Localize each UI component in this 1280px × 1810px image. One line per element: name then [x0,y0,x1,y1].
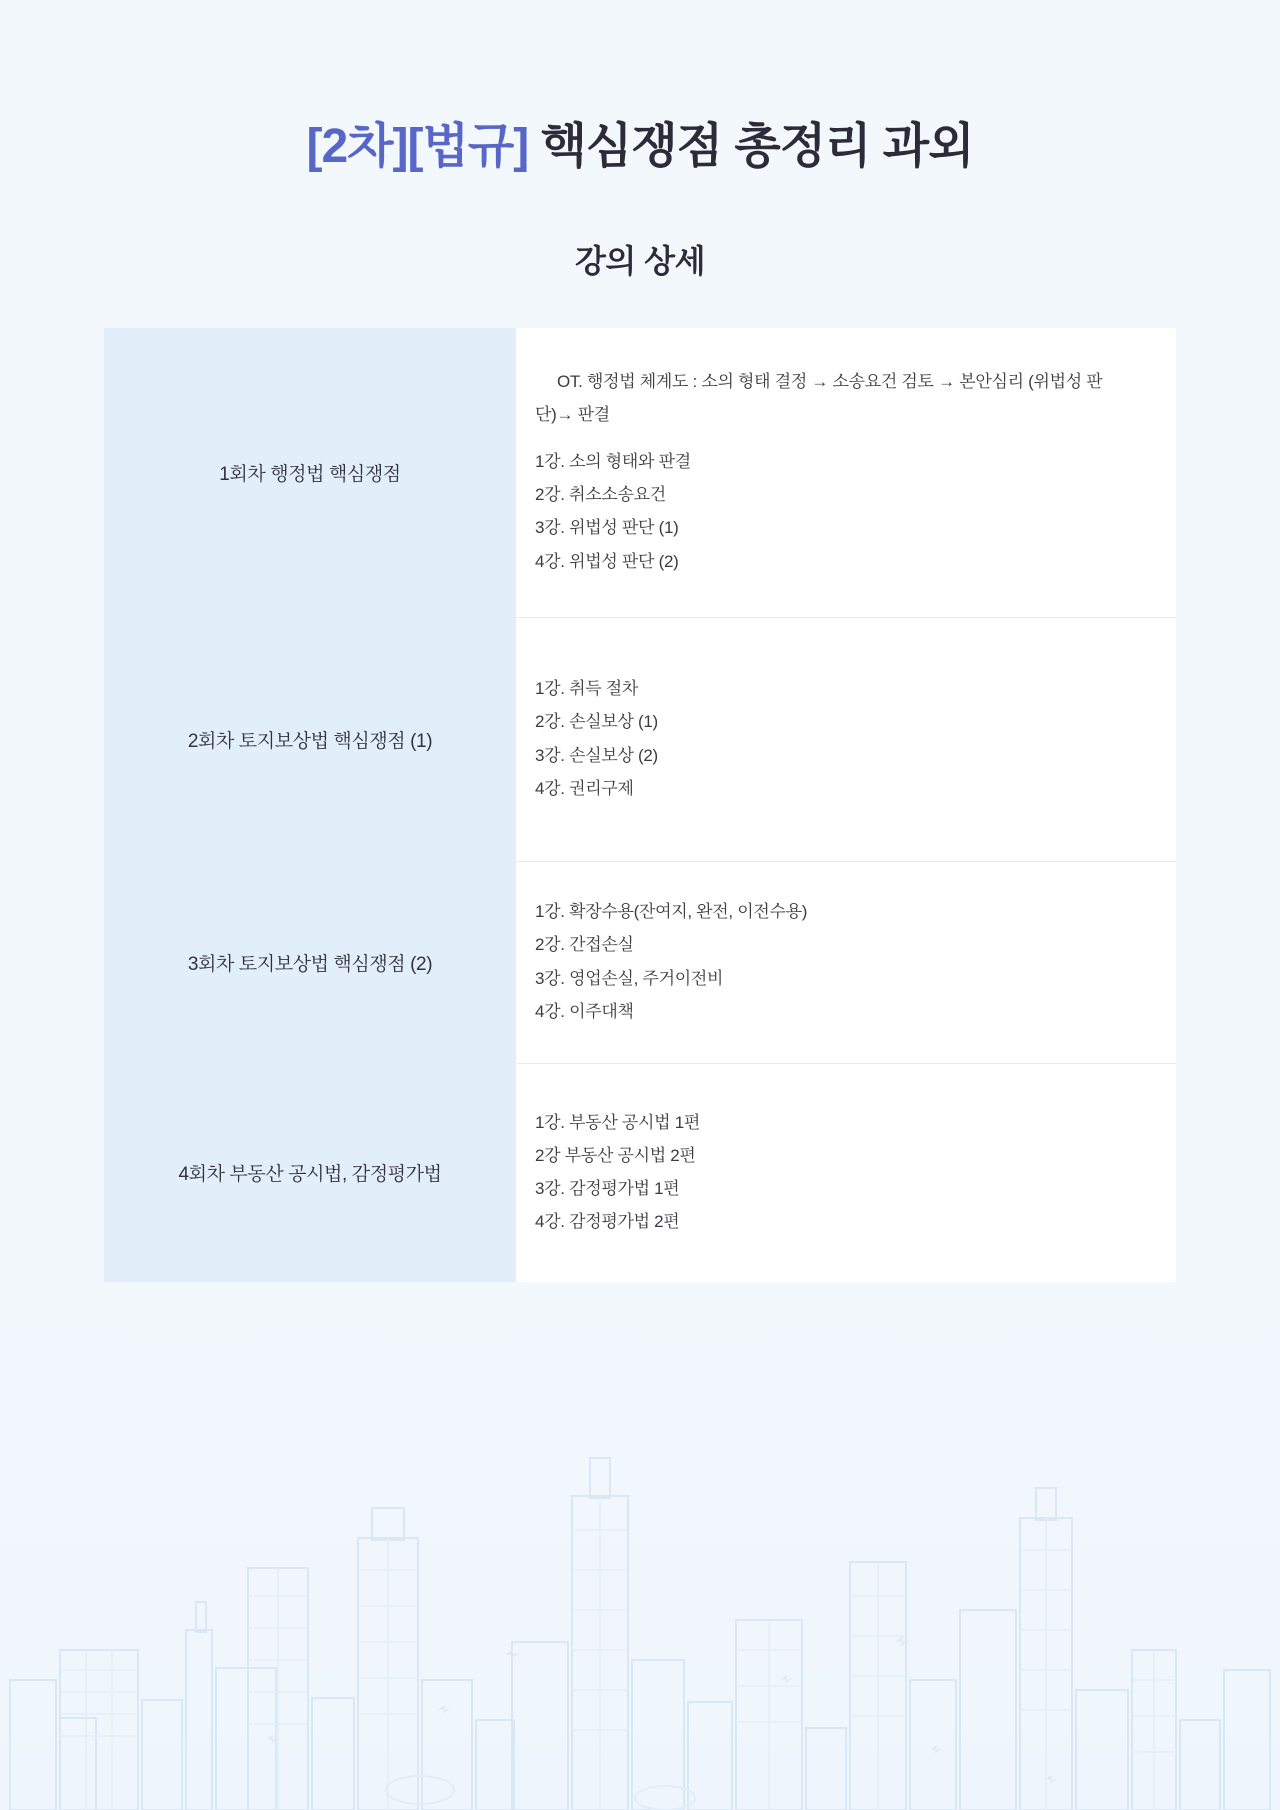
list-item: 1강. 확장수용(잔여지, 완전, 이전수용) [535,902,808,922]
list-item: 2강. 손실보상 (1) [535,712,658,732]
orientation-line: OT. 행정법 체계도 : 소의 형태 결정 → 소송요건 검토 → 본안심리 (위법성 판단)→ 판결 [535,371,1103,425]
list-item: 4강. 이주대책 [535,1001,634,1021]
curriculum-table [104,328,1176,1282]
round-label-cell: 2회차 토지보상법 핵심쟁점 (1) [104,618,517,862]
list-item: 1강. 부동산 공시법 1편 [535,1112,700,1132]
lesson-list [535,895,1140,1028]
lesson-list [535,672,1140,805]
city-skyline-decoration [0,1250,1280,1810]
page-title-rest: 핵심쟁점 총정리 과외 [528,120,974,173]
lesson-content-cell [517,328,1177,618]
list-item: 4강. 위법성 판단 (2) [535,551,679,571]
list-item: 1강. 소의 형태와 판결 [535,452,691,472]
section-subtitle: 강의 상세 [574,242,706,279]
list-item: 3강. 영업손실, 주거이전비 [535,968,724,988]
table-row [104,862,1176,1064]
table-row [104,1064,1176,1282]
list-item: 3강. 위법성 판단 (1) [535,518,679,538]
round-label-cell: 4회차 부동산 공시법, 감정평가법 [104,1064,517,1282]
list-item: 4강. 권리구제 [535,778,634,798]
list-item: 4강. 감정평가법 2편 [535,1211,680,1231]
round-label-cell: 3회차 토지보상법 핵심쟁점 (2) [104,862,517,1064]
lesson-content-cell [517,618,1177,862]
lesson-list [535,445,1140,578]
page-title-accent: [2차][법규] [306,120,529,173]
table-row [104,328,1176,618]
list-item: 3강. 감정평가법 1편 [535,1178,680,1198]
lesson-content-cell [517,862,1177,1064]
title-block [0,0,1280,282]
table-row [104,618,1176,862]
round-label-cell: 1회차 행정법 핵심쟁점 [104,328,517,618]
list-item: 2강 부동산 공시법 2편 [535,1145,696,1165]
list-item: 1강. 취득 절차 [535,679,639,699]
list-item: 2강. 취소소송요건 [535,485,666,505]
page-title [0,118,1280,176]
list-item: 3강. 손실보상 (2) [535,745,658,765]
lesson-list [535,1106,1140,1239]
list-item: 2강. 간접손실 [535,935,634,955]
lesson-content-cell [517,1064,1177,1282]
